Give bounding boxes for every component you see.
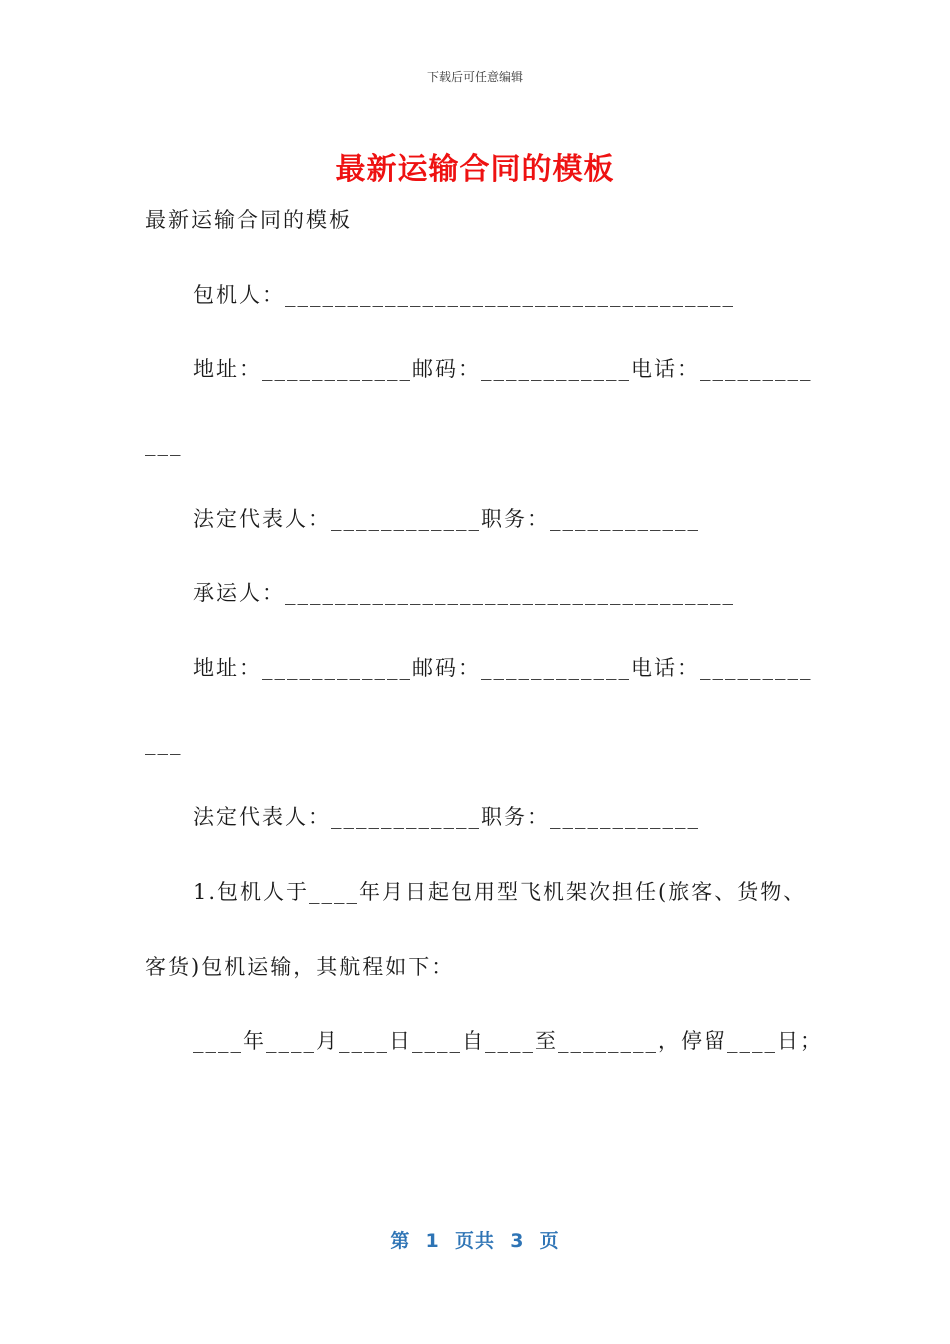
document-subtitle: 最新运输合同的模板 [145, 208, 352, 232]
charterer-address-continuation: ___ [145, 432, 183, 456]
page-footer: 第 1 页共 3 页 [390, 1230, 560, 1252]
charterer-field: 包机人：____________________________________ [193, 283, 735, 307]
clause-1-line-1: 1.包机人于____年月日起包用型飞机架次担任(旅客、货物、 [193, 880, 807, 904]
carrier-address-continuation: ___ [145, 731, 183, 755]
route-line: ____年____月____日____自____至________，停留____日； [193, 1029, 823, 1053]
carrier-address-line: 地址：____________邮码：____________电话：_________ [193, 656, 813, 680]
header-note: 下载后可任意编辑 [426, 70, 523, 84]
carrier-representative-line: 法定代表人：____________职务：____________ [193, 805, 700, 829]
charterer-address-line: 地址：____________邮码：____________电话：_________ [193, 357, 813, 381]
document-title: 最新运输合同的模板 [335, 152, 615, 187]
carrier-field: 承运人：____________________________________ [193, 581, 735, 605]
charterer-representative-line: 法定代表人：____________职务：____________ [193, 507, 700, 531]
clause-1-line-2: 客货)包机运输，其航程如下： [145, 955, 455, 979]
